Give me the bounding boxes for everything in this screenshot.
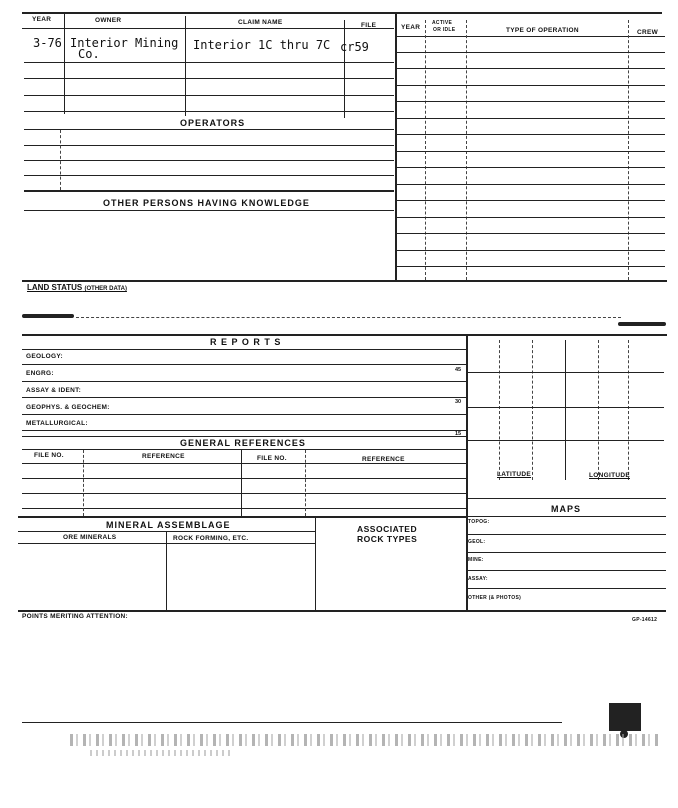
header-owner: OWNER bbox=[95, 17, 122, 24]
right-row-line bbox=[397, 167, 665, 168]
form-code: GP-14612 bbox=[632, 617, 658, 623]
maps-rule bbox=[466, 552, 666, 553]
gen-ref-col bbox=[305, 450, 306, 516]
right-row-line bbox=[397, 266, 665, 267]
gen-ref-rule bbox=[22, 463, 466, 464]
right-row-line bbox=[397, 250, 665, 251]
report-assay: ASSAY & IDENT: bbox=[26, 387, 82, 394]
report-num-45: 45 bbox=[455, 367, 462, 373]
header-file: FILE bbox=[361, 22, 377, 29]
gen-ref-reference-2: REFERENCE bbox=[362, 456, 405, 463]
header-active: ACTIVE bbox=[432, 20, 453, 26]
header-claim-name: CLAIM NAME bbox=[238, 19, 283, 26]
latitude-label: LATITUDE bbox=[497, 471, 532, 478]
gen-ref-rule bbox=[22, 508, 466, 509]
operators-bottom bbox=[24, 190, 394, 192]
right-row-line bbox=[397, 118, 665, 119]
header-type-of-operation: TYPE OF OPERATION bbox=[506, 27, 579, 34]
reports-rule bbox=[22, 430, 466, 431]
map-geol: GEOL: bbox=[468, 539, 486, 545]
right-col-active bbox=[466, 20, 467, 280]
map-mine: MINE: bbox=[468, 557, 484, 563]
entry-owner-line2: Co. bbox=[78, 47, 100, 61]
gen-ref-rule bbox=[22, 449, 466, 450]
rock-forming-label: ROCK FORMING, ETC. bbox=[173, 535, 249, 542]
gen-ref-col bbox=[241, 450, 242, 516]
report-metallurgical: METALLURGICAL: bbox=[26, 420, 88, 427]
associated-line-2: ROCK TYPES bbox=[357, 534, 418, 544]
general-references-heading: GENERAL REFERENCES bbox=[180, 438, 306, 448]
entry-year: 3-76 bbox=[33, 36, 62, 50]
maps-rule bbox=[466, 516, 666, 517]
mineral-col bbox=[166, 532, 167, 610]
gen-ref-top bbox=[22, 436, 466, 437]
gen-ref-rule bbox=[22, 493, 466, 494]
lat-grid-col bbox=[628, 340, 629, 480]
scan-noise-strip bbox=[90, 750, 230, 756]
maps-rule bbox=[466, 570, 666, 571]
mineral-assemblage-heading: MINERAL ASSEMBLAGE bbox=[106, 520, 231, 530]
gen-ref-reference-1: REFERENCE bbox=[142, 453, 185, 460]
other-persons-heading: OTHER PERSONS HAVING KNOWLEDGE bbox=[103, 198, 310, 208]
operators-rule bbox=[24, 129, 394, 130]
operators-rule bbox=[24, 175, 394, 176]
gen-ref-file-no-1: FILE NO. bbox=[34, 452, 64, 459]
lat-grid-row bbox=[468, 407, 664, 408]
associated-line-1: ASSOCIATED bbox=[357, 524, 418, 534]
header-underline-left bbox=[22, 28, 394, 29]
maps-top bbox=[466, 498, 666, 499]
scan-black-block bbox=[609, 703, 641, 731]
lat-long-left-border bbox=[466, 336, 468, 610]
lat-grid-col bbox=[532, 340, 533, 480]
reports-rule bbox=[22, 349, 466, 350]
operators-rule bbox=[24, 160, 394, 161]
reports-heading: R E P O R T S bbox=[210, 337, 282, 347]
operators-col bbox=[60, 130, 61, 190]
operators-heading: OPERATORS bbox=[180, 118, 246, 128]
header-year-2: YEAR bbox=[401, 24, 421, 31]
col-sep-owner bbox=[185, 16, 186, 116]
lat-grid-col bbox=[499, 340, 500, 480]
right-row-line bbox=[397, 68, 665, 69]
maps-rule bbox=[466, 534, 666, 535]
right-row-line bbox=[397, 217, 665, 218]
operators-rule bbox=[24, 145, 394, 146]
top-border bbox=[22, 12, 662, 14]
report-num-15: 15 bbox=[455, 431, 462, 437]
scan-mark bbox=[22, 314, 74, 318]
points-meriting-label: POINTS MERITING ATTENTION: bbox=[22, 613, 129, 620]
report-engrg: ENGRG: bbox=[26, 370, 54, 377]
longitude-label: LONGITUDE bbox=[589, 472, 630, 479]
map-assay: ASSAY: bbox=[468, 576, 488, 582]
left-row-line bbox=[24, 111, 394, 112]
right-row-line bbox=[397, 151, 665, 152]
right-row-line bbox=[397, 233, 665, 234]
lat-grid-col bbox=[598, 340, 599, 480]
maps-heading: MAPS bbox=[551, 504, 582, 514]
ore-minerals-label: ORE MINERALS bbox=[63, 534, 117, 541]
right-row-line bbox=[397, 85, 665, 86]
gen-ref-file-no-2: FILE NO. bbox=[257, 455, 287, 462]
scan-mark bbox=[618, 322, 666, 326]
reports-rule bbox=[22, 381, 466, 382]
header-or-idle: OR IDLE bbox=[433, 27, 456, 33]
report-geology: GEOLOGY: bbox=[26, 353, 63, 360]
right-col-type bbox=[628, 20, 629, 280]
right-row-line bbox=[397, 101, 665, 102]
bottom-rule bbox=[22, 722, 562, 723]
left-row-line bbox=[24, 62, 394, 63]
header-underline-right bbox=[397, 36, 665, 37]
land-status-top bbox=[22, 280, 667, 282]
right-table-left-border bbox=[395, 14, 397, 280]
reports-rule bbox=[22, 397, 466, 398]
map-topog: TOPOG: bbox=[468, 519, 490, 525]
land-status-label: LAND STATUS (OTHER DATA) bbox=[27, 283, 127, 292]
entry-file: cr59 bbox=[340, 40, 369, 54]
reports-top bbox=[22, 334, 667, 336]
reports-rule bbox=[22, 414, 466, 415]
report-geophys: GEOPHYS. & GEOCHEM: bbox=[26, 404, 110, 411]
points-top bbox=[18, 610, 666, 612]
left-row-line bbox=[24, 95, 394, 96]
gen-ref-rule bbox=[22, 478, 466, 479]
col-sep-year bbox=[64, 14, 65, 114]
lat-grid-col bbox=[565, 340, 566, 480]
right-row-line bbox=[397, 52, 665, 53]
header-year: YEAR bbox=[32, 16, 52, 23]
lat-grid-row bbox=[468, 372, 664, 373]
entry-owner-line1: Interior Mining bbox=[70, 36, 179, 50]
land-status-line bbox=[76, 317, 621, 318]
lat-grid-row bbox=[468, 440, 664, 441]
reports-rule bbox=[22, 364, 466, 365]
entry-claim-name: Interior 1C thru 7C bbox=[193, 38, 331, 52]
header-crew: CREW bbox=[637, 29, 659, 36]
maps-rule bbox=[466, 588, 666, 589]
report-num-30: 30 bbox=[455, 399, 462, 405]
right-col-year bbox=[425, 20, 426, 280]
map-other: OTHER (& PHOTOS) bbox=[468, 595, 522, 601]
mineral-top bbox=[18, 516, 466, 518]
left-row-line bbox=[24, 78, 394, 79]
other-persons-rule bbox=[24, 210, 394, 211]
col-sep-claim bbox=[344, 20, 345, 118]
scan-noise-strip bbox=[70, 734, 660, 746]
mineral-sep bbox=[315, 517, 316, 610]
right-row-line bbox=[397, 134, 665, 135]
gen-ref-col bbox=[83, 450, 84, 516]
right-row-line bbox=[397, 184, 665, 185]
right-row-line bbox=[397, 200, 665, 201]
